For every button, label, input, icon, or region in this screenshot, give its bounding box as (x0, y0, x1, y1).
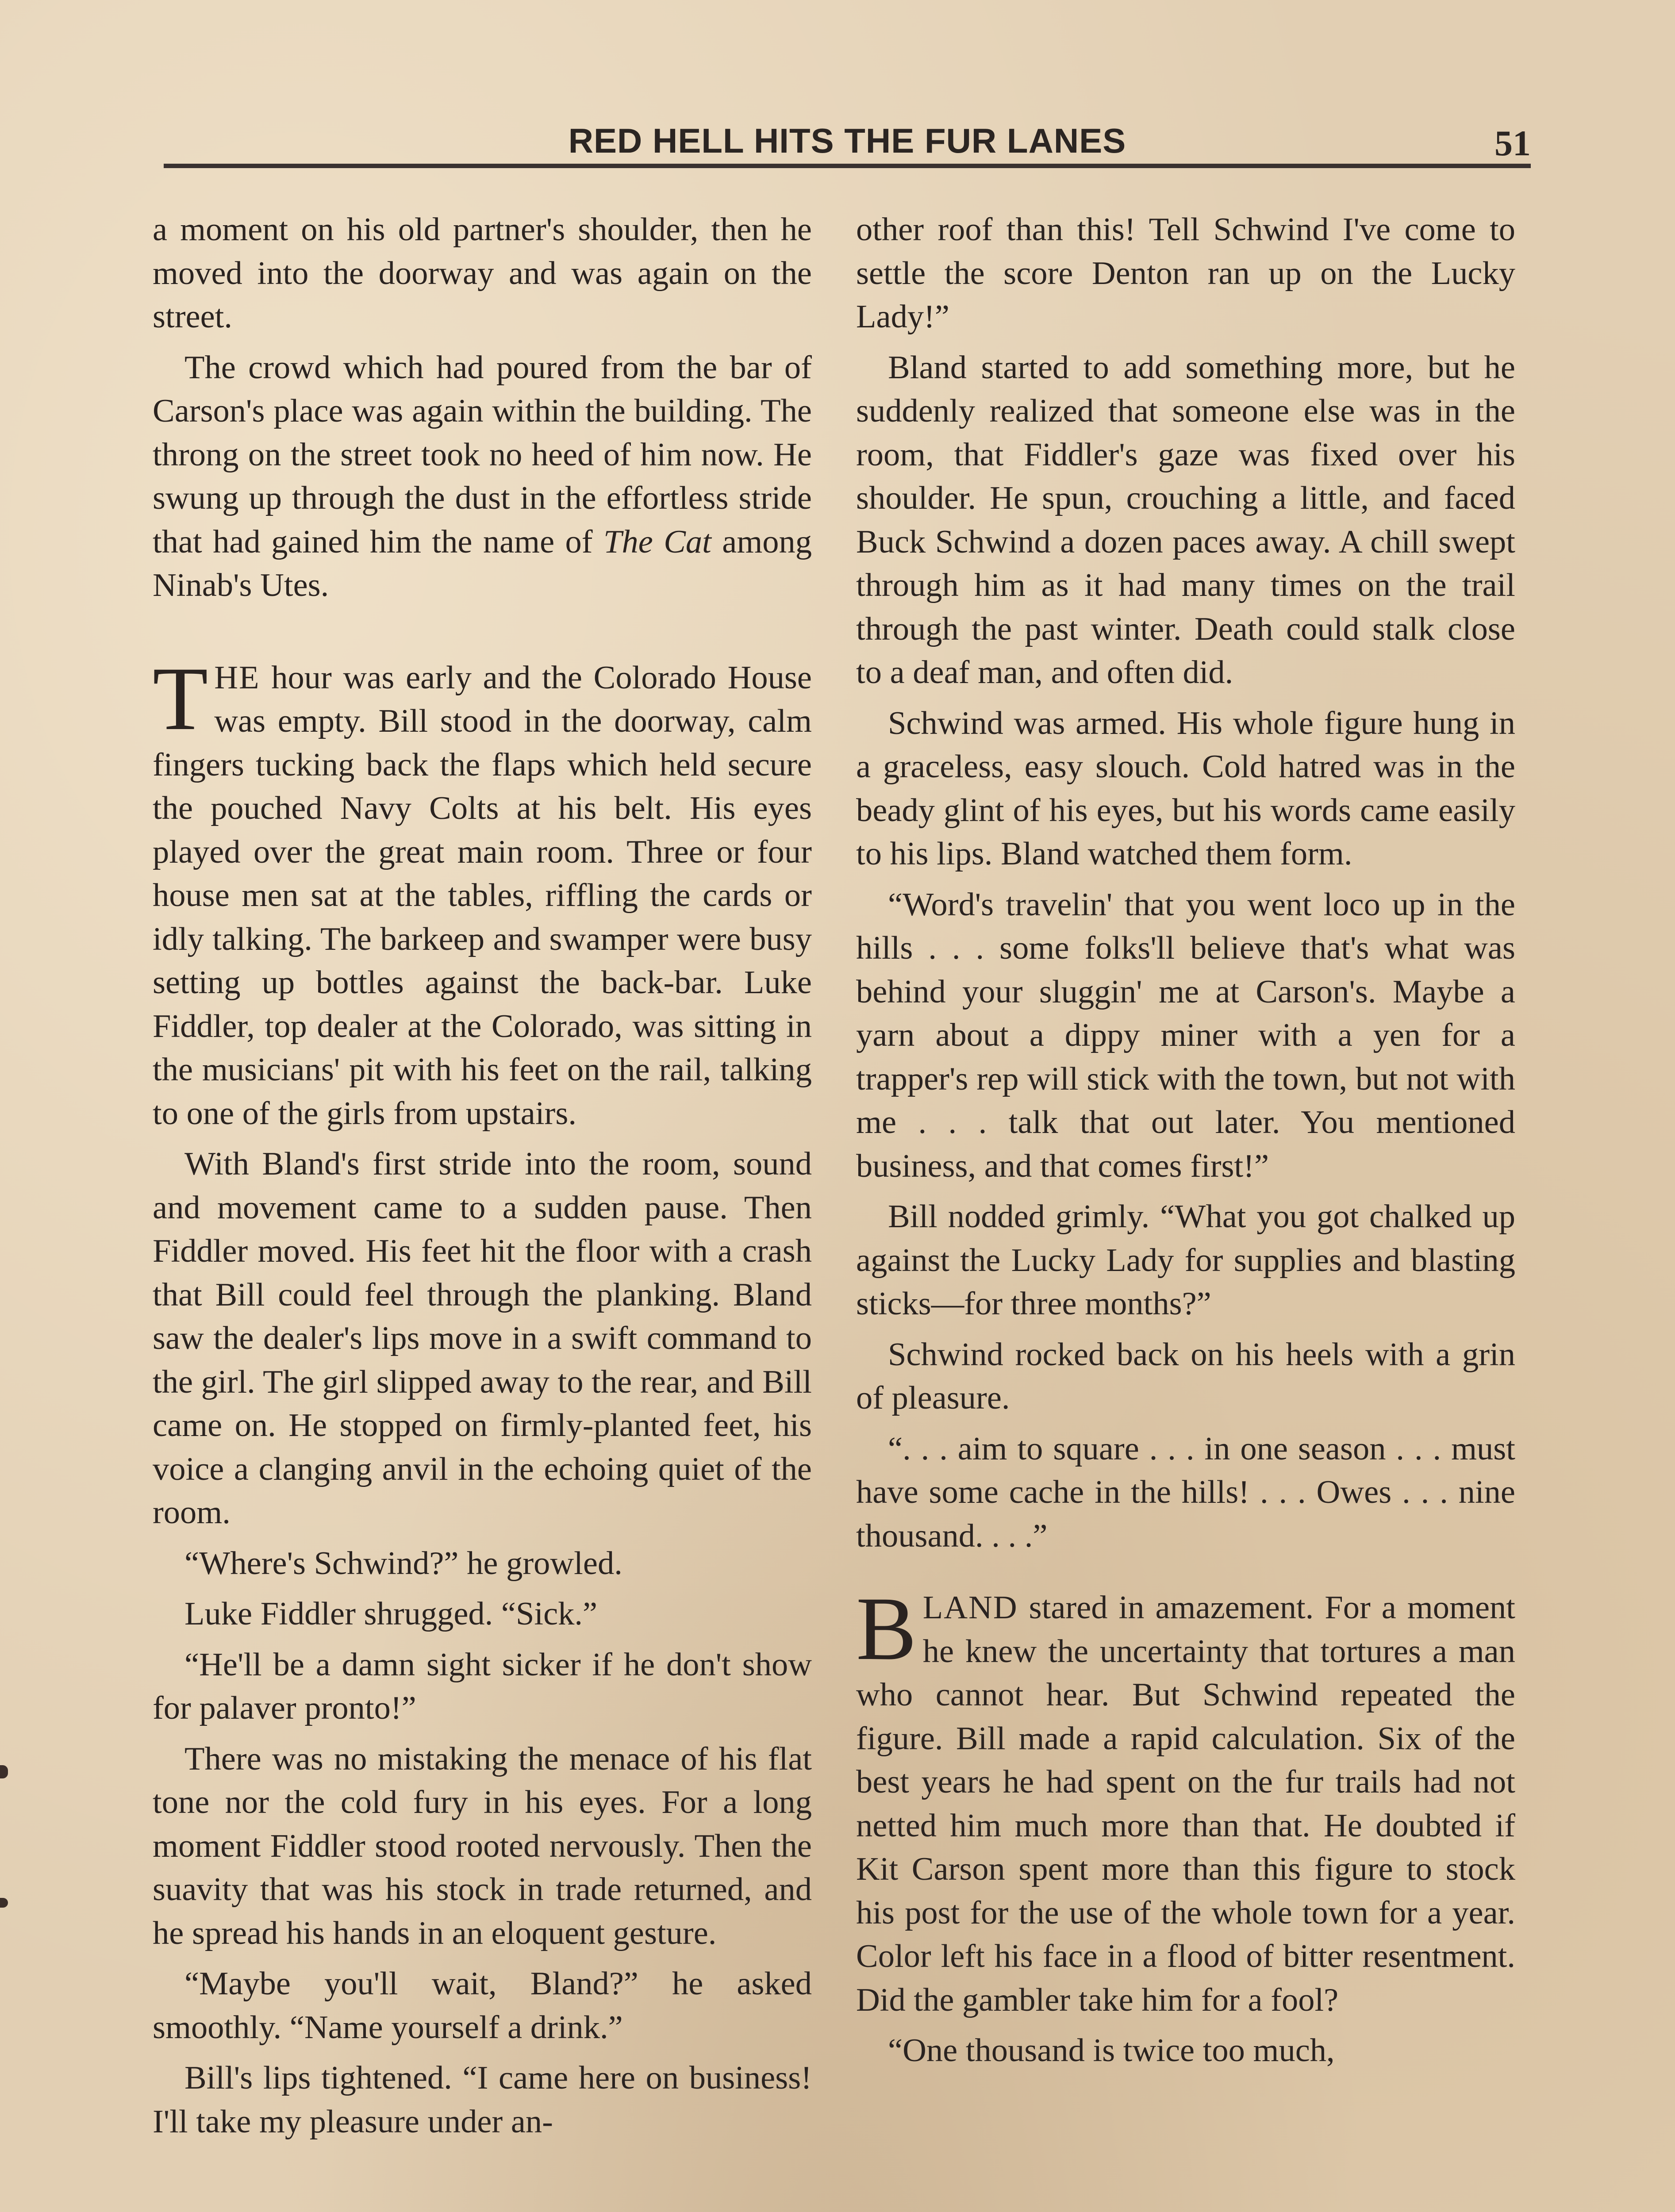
paragraph: “Maybe you'll wait, Bland?” he asked smoothly. “Name yourself a drink.” (153, 1966, 812, 2046)
drop-cap: T (153, 648, 208, 749)
paragraph-text: stared in amazement. For a moment he knew the uncertainty that tortures a man who cannot hear. But Schwind repeated the figure. Bill made a rapid calculation. Six of the best years he had spent on the fur trails had not netted him much more than that. He doubted if Kit Carson spent more than this figure to stock his post for the use of the whole town for a year. Color left his face in a flood of bitter resentment. Did the gambler take him for a fool? (856, 1590, 1515, 2018)
paragraph: “Word's travelin' that you went loco up in the hills . . . some folks'll believe that's what was behind your sluggin' me at Carson's. Maybe a yarn about a dippy miner with a yen for a trapper's rep will stick with the town, but not with me . . . talk that out later. You mentioned business, and that comes first!” (856, 886, 1515, 1184)
section-paragraph (153, 648, 812, 1136)
paragraph-text: hour was early and the Colorado House was empty. Bill stood in the doorway, calm fingers tucking back the flaps which held secure the pouched Navy Colts at his belt. His eyes played over the great main room. Three or four house men sat at the tables, riffling the cards or idly talking. The barkeep and swamper were busy setting up bottles against the back-bar. Luke Fiddler, top dealer at the Colorado, was sitting in the musicians' pit with his feet on the rail, talking to one of the girls from upstairs. (153, 659, 812, 1132)
right-column (856, 208, 1515, 2080)
paragraph: Schwind was armed. His whole figure hung in a graceless, easy slouch. Cold hatred was in the beady glint of his eyes, but his words came easily to his lips. Bland watched them form. (856, 705, 1515, 872)
paragraph: There was no mistaking the menace of his flat tone nor the cold fury in his eyes. For a long moment Fiddler stood rooted nervously. Then the suavity that was his stock in trade returned, and he spread his hands in an eloquent gesture. (153, 1740, 812, 1951)
paragraph: “Where's Schwind?” he growled. (184, 1545, 622, 1582)
paragraph: “One thousand is twice too much, (888, 2032, 1335, 2069)
paragraph (153, 346, 812, 607)
italic-nickname: The Cat (603, 523, 711, 560)
paragraph: Schwind rocked back on his heels with a grin of pleasure. (856, 1336, 1515, 1416)
left-column (153, 208, 812, 2151)
paragraph-text: among Ninab's Utes. (153, 523, 812, 603)
paragraph: other roof than this! Tell Schwind I've come to settle the score Denton ran up on the Lucky Lady!” (856, 211, 1515, 335)
page-edge-mark (0, 1898, 8, 1908)
header-rule (164, 164, 1531, 168)
paragraph: With Bland's first stride into the room, sound and movement came to a sudden pause. Then Fiddler moved. His feet hit the floor with a crash that Bill could feel through the planking. Bland saw the dealer's lips move in a swift command to the girl. The girl slipped away to the rear, and Bill came on. He stopped on firmly-planted feet, his voice a clanging anvil in the echoing quiet of the room. (153, 1146, 812, 1531)
paragraph: Bill's lips tightened. “I came here on business! I'll take my pleasure under an- (153, 2060, 812, 2140)
lead-in: LAND (922, 1590, 1018, 1626)
paragraph: Luke Fiddler shrugged. “Sick.” (184, 1596, 598, 1632)
page-edge-mark (0, 1765, 8, 1778)
paragraph: “He'll be a damn sight sicker if he don't show for palaver pronto!” (153, 1646, 812, 1726)
page-number: 51 (1494, 123, 1531, 163)
text-columns (153, 208, 1529, 2212)
paragraph: Bill nodded grimly. “What you got chalked up against the Lucky Lady for supplies and blasting sticks—for three months?” (856, 1198, 1515, 1322)
section-paragraph (856, 1578, 1515, 2022)
paragraph: “. . . aim to square . . . in one season . . . must have some cache in the hills! . . . Owes . . . nine thousand. . . .” (856, 1430, 1515, 1554)
lead-in: HE (214, 659, 260, 696)
page-header (164, 113, 1531, 168)
paragraph: a moment on his old partner's shoulder, then he moved into the doorway and was again on the street. (153, 211, 812, 335)
drop-cap: B (856, 1578, 917, 1679)
paragraph-text: The crowd which had poured from the bar of Carson's place was again within the building. The throng on the street took no heed of him now. He swung up through the dust in the effortless stride that had gained him the name of (153, 349, 812, 560)
paragraph: Bland started to add something more, but he suddenly realized that someone else was in the room, that Fiddler's gaze was fixed over his shoulder. He spun, crouching a little, and faced Buck Schwind a dozen paces away. A chill swept through him as it had many times on the trail through the past winter. Death could stalk close to a deaf man, and often did. (856, 349, 1515, 691)
running-head: RED HELL HITS THE FUR LANES (568, 121, 1126, 160)
